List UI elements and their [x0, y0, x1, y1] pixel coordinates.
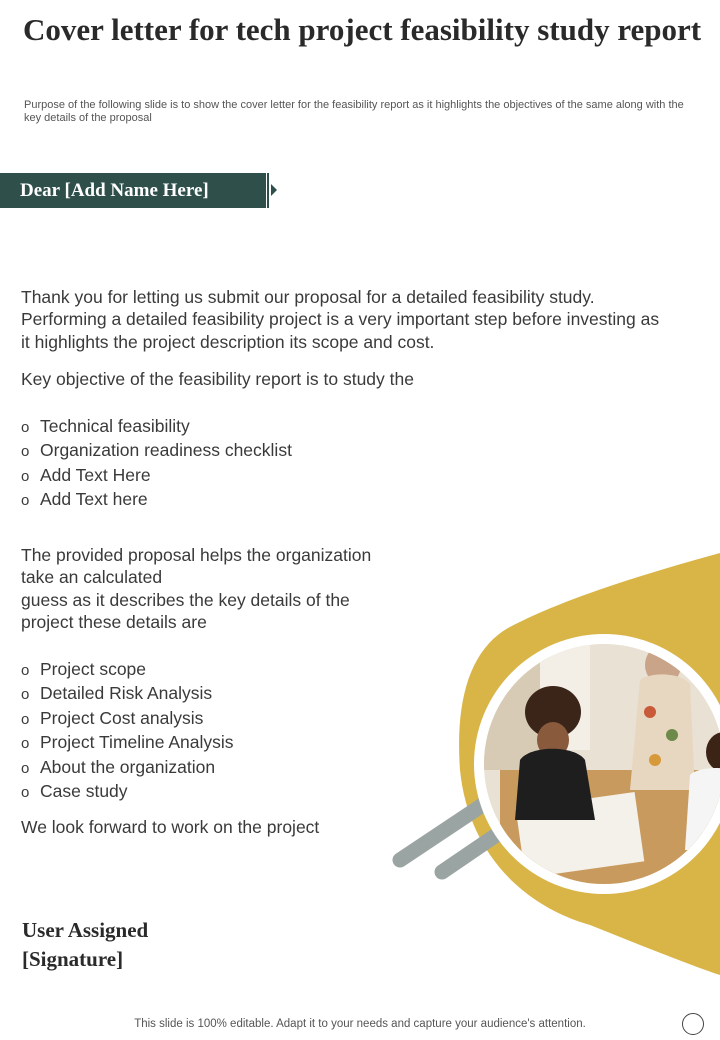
bullet-icon: o	[21, 419, 30, 436]
list-item: o Add Text here	[21, 488, 292, 512]
bullet-icon: o	[21, 492, 30, 510]
objective-intro: Key objective of the feasibility report is to study the	[21, 369, 414, 389]
bullet-icon: o	[21, 710, 30, 728]
closing-line: We look forward to work on the project	[21, 817, 320, 837]
list-item: o Technical feasibility	[21, 415, 292, 439]
footer-note: This slide is 100% editable. Adapt it to your needs and capture your audience's attention.	[134, 1018, 586, 1030]
greeting-banner: Dear [Add Name Here]	[0, 173, 266, 208]
list-item: o Detailed Risk Analysis	[21, 682, 234, 706]
proposal-line: take an calculated	[21, 567, 163, 588]
signature-placeholder: [Signature]	[22, 947, 124, 971]
signature-name: User Assigned	[22, 918, 149, 942]
bullet-icon: o	[21, 759, 30, 777]
bullet-icon: o	[21, 735, 30, 753]
bullet-icon: o	[21, 784, 30, 802]
intro-line: Thank you for letting us submit our proposal for a detailed feasibility study.	[21, 287, 595, 307]
list-item: o Project Timeline Analysis	[21, 731, 234, 755]
circle-icon	[682, 1013, 704, 1035]
intro-line: it highlights the project description its scope and cost.	[21, 331, 435, 352]
bullet-icon: o	[21, 662, 30, 679]
list-item: o Project scope	[21, 658, 234, 682]
page-subtitle: Purpose of the following slide is to show the cover letter for the feasibility report as it highlights the objectives of the same along with the key details of the proposal	[24, 99, 684, 124]
list-item: o Organization readiness checklist	[21, 439, 292, 463]
intro-line: Performing a detailed feasibility project is a very important step before investing as	[21, 309, 660, 330]
signature-block	[22, 916, 148, 974]
list-item: o Project Cost analysis	[21, 707, 234, 731]
bullet-icon: o	[21, 443, 30, 461]
proposal-line: The provided proposal helps the organization	[21, 545, 372, 565]
list-item: o Add Text Here	[21, 464, 292, 488]
list-item: o About the organization	[21, 756, 234, 780]
bullet-icon: o	[21, 467, 30, 485]
page-title: Cover letter for tech project feasibility study report	[23, 12, 702, 47]
bullet-icon: o	[21, 686, 30, 704]
proposal-line: project these details are	[21, 612, 207, 633]
proposal-line: guess as it describes the key details of the	[21, 589, 350, 610]
list-item: o Case study	[21, 780, 234, 804]
